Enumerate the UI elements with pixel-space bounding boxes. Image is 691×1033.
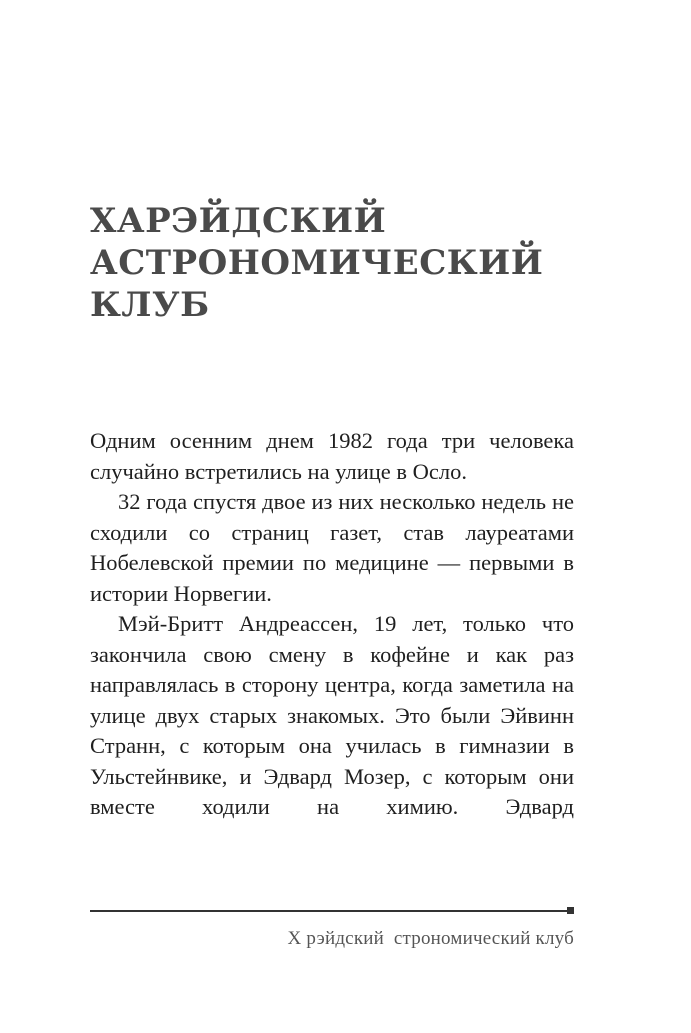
- running-footer: Х рэйдский строномический клуб: [287, 928, 574, 949]
- paragraph-3: Мэй-Бритт Андреассен, 19 лет, только что закончила свою смену в кофейне и как раз направлялась в сторону центра, когда заметила на улице двух старых знакомых. Это были Эйвинн Странн, с которым она училась в гимназии в Ульстейнвике, и Эдвард Мозер, с которым они вместе ходили на химию. Эдвард: [90, 611, 574, 819]
- paragraph-1: Одним осенним днем 1982 года три человека случайно встретились на улице в Осло.: [90, 428, 574, 484]
- chapter-title-line-1: ХАРЭЙДСКИЙ: [90, 201, 387, 241]
- paragraph-2: 32 года спустя двое из них несколько недель не сходили со страниц газет, став лауреатами Нобелевской премии по медицине — первыми в истории Норвегии.: [90, 489, 574, 606]
- footer-rule-square: [567, 907, 574, 914]
- chapter-title-line-2: АСТРОНОМИЧЕСКИЙ: [90, 243, 544, 283]
- body-text: [90, 426, 574, 823]
- chapter-title: [90, 200, 610, 326]
- footer-rule-line: [90, 910, 568, 912]
- chapter-title-line-3: КЛУБ: [90, 285, 210, 325]
- footer-rule: [90, 907, 574, 915]
